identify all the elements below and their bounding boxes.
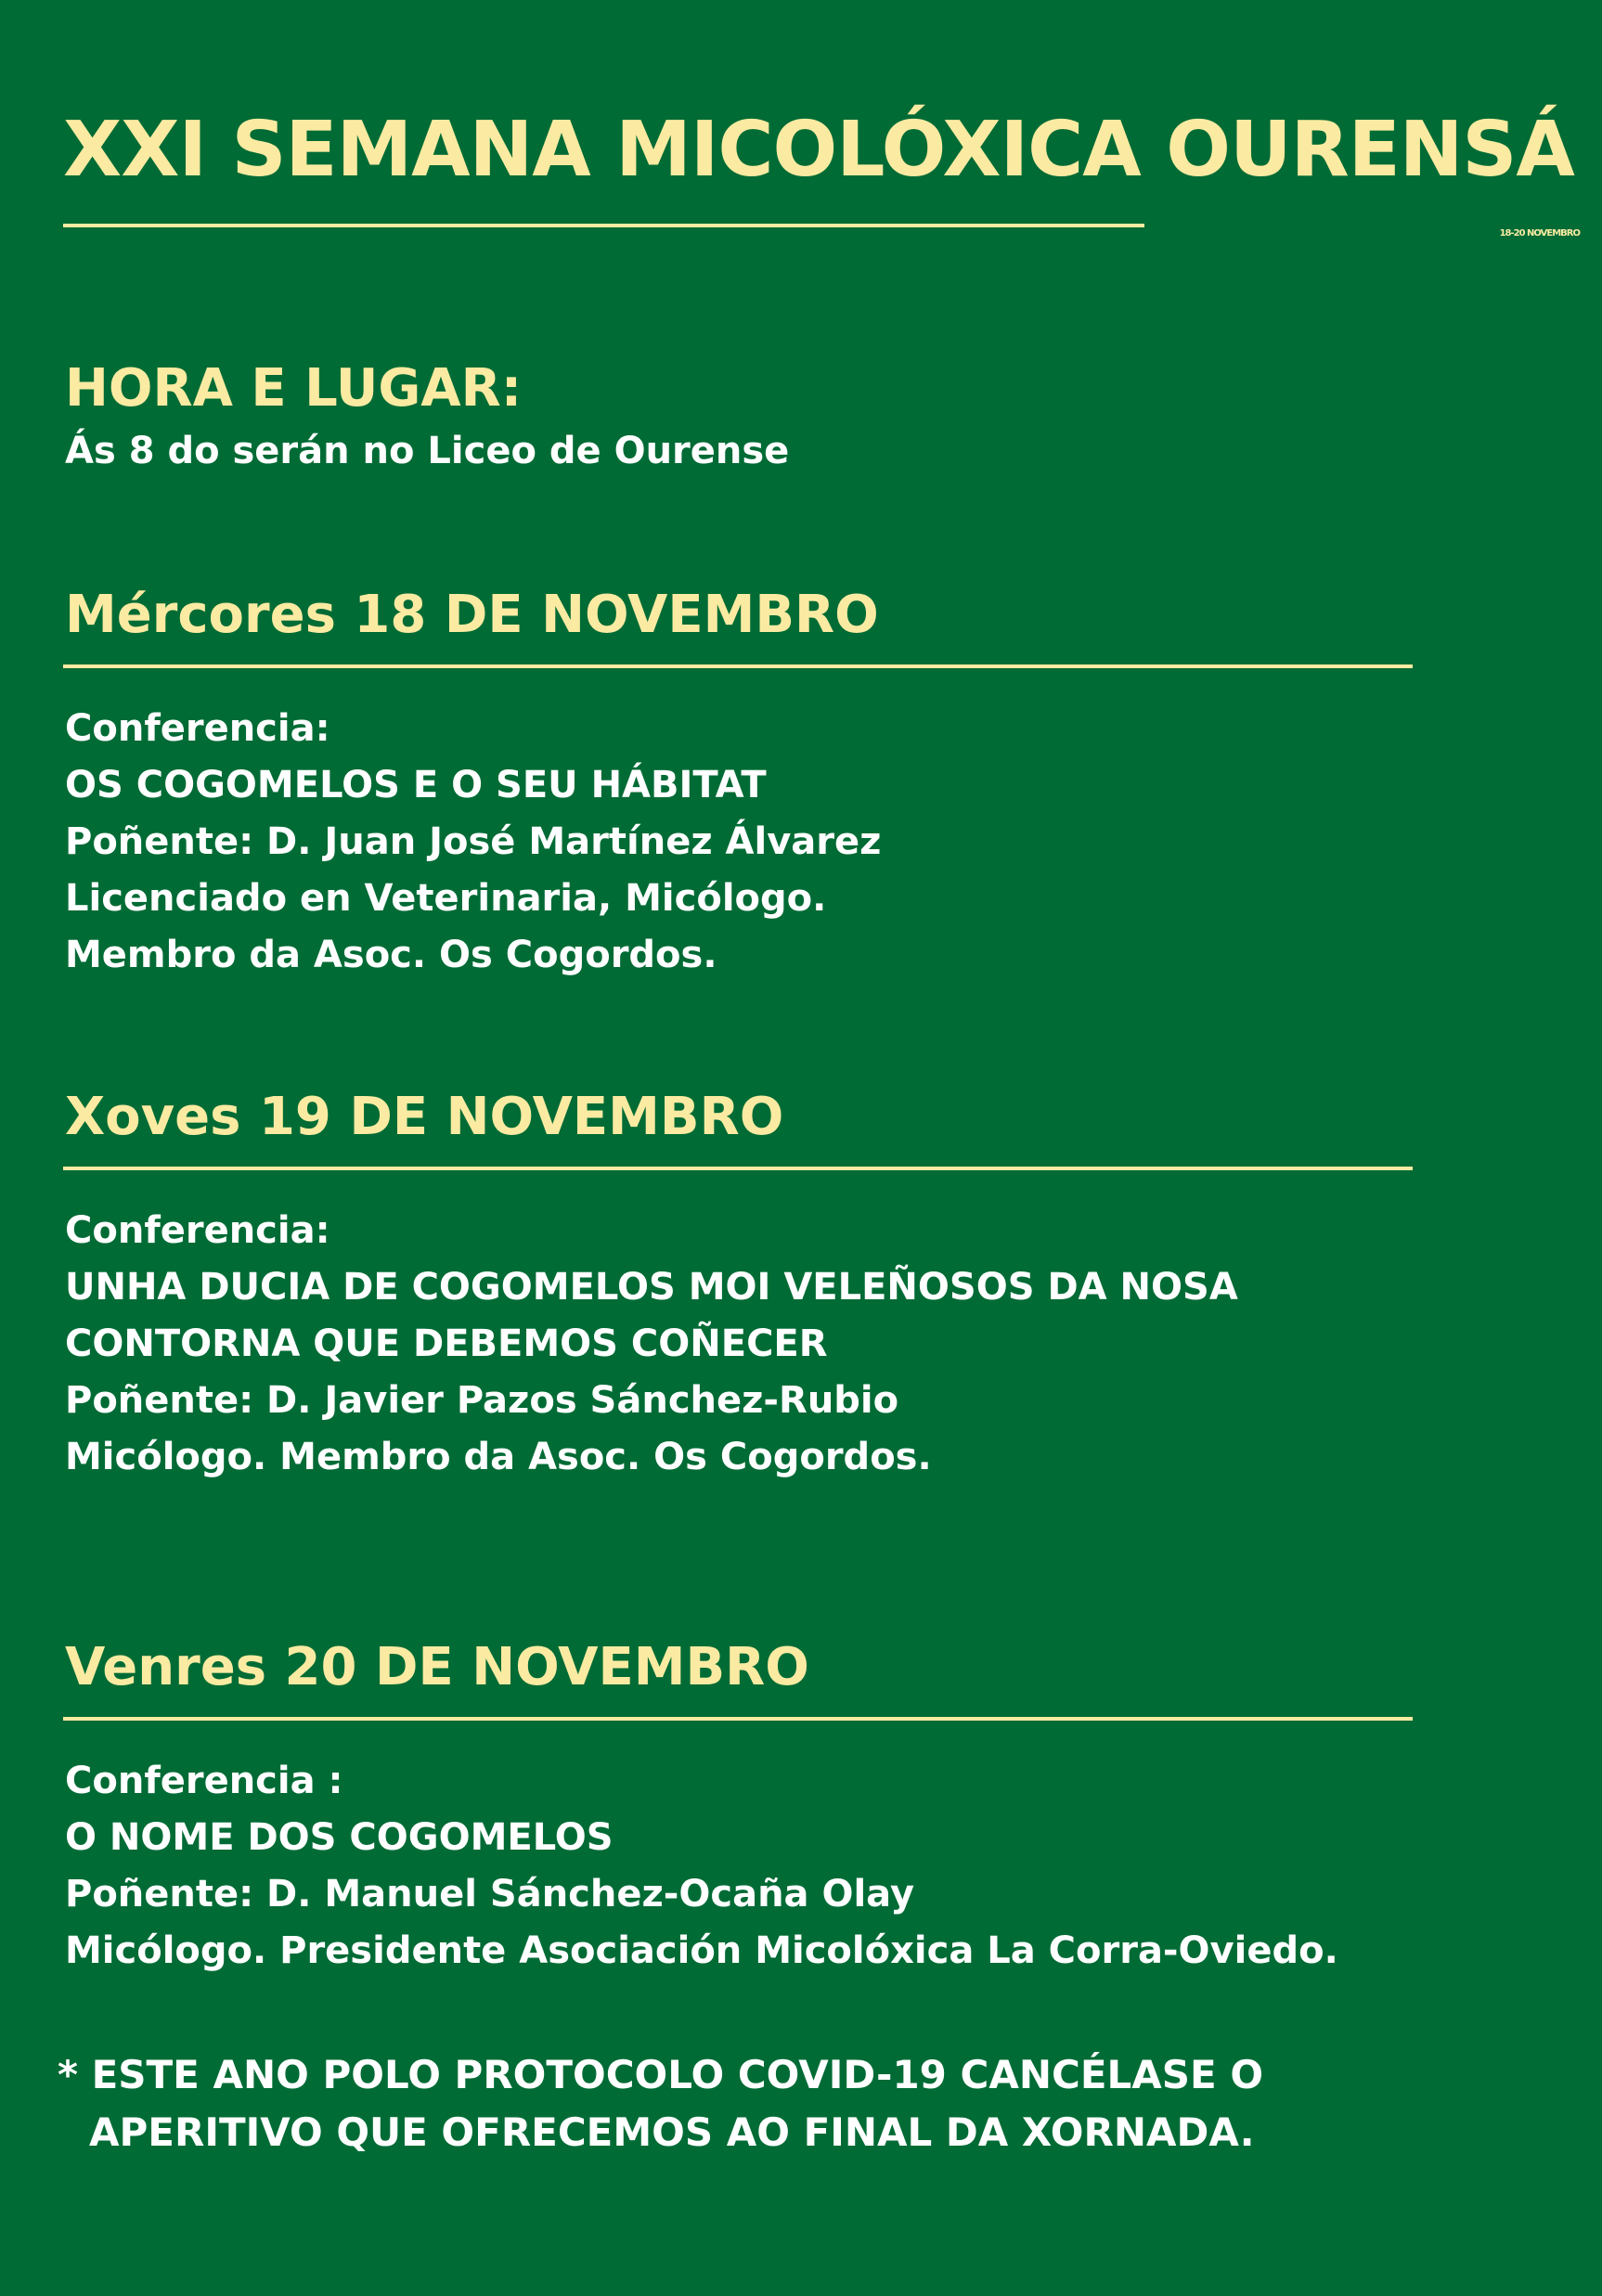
day-heading-19: Xoves 19 DE NOVEMBRO bbox=[65, 1087, 784, 1147]
conference-label: Conferencia: bbox=[65, 707, 330, 750]
conference-label: Conferencia: bbox=[65, 1209, 330, 1252]
covid-note-line-2: APERITIVO QUE OFRECEMOS AO FINAL DA XORNADA. bbox=[89, 2109, 1255, 2155]
venue-text: Ás 8 do serán no Liceo de Ourense bbox=[65, 430, 790, 472]
day-heading-18: Mércores 18 DE NOVEMBRO bbox=[65, 585, 879, 645]
conference-title-continued: CONTORNA QUE DEBEMOS COÑECER bbox=[65, 1322, 828, 1365]
conference-label: Conferencia : bbox=[65, 1760, 343, 1802]
speaker-credentials: Micólogo. Presidente Asociación Micolóxica La Corra-Oviedo. bbox=[65, 1929, 1338, 1972]
speaker-name: Poñente: D. Juan José Martínez Álvarez bbox=[65, 820, 882, 863]
day-details-19 bbox=[65, 1203, 1238, 1486]
day-details-20 bbox=[65, 1753, 1338, 1980]
event-dates: 18-20 NOVEMBRO bbox=[1499, 228, 1580, 239]
section-divider bbox=[63, 664, 1413, 668]
speaker-name: Poñente: D. Javier Pazos Sánchez-Rubio bbox=[65, 1379, 899, 1422]
page-title: XXI SEMANA MICOLÓXICA OURENSÁ bbox=[63, 106, 1574, 194]
day-details-18 bbox=[65, 701, 881, 984]
covid-note bbox=[58, 2046, 1263, 2161]
conference-title: UNHA DUCIA DE COGOMELOS MOI VELEÑOSOS DA NOSA bbox=[65, 1266, 1238, 1309]
title-divider bbox=[63, 224, 1144, 227]
speaker-membership: Membro da Asoc. Os Cogordos. bbox=[65, 934, 717, 976]
venue-text-block bbox=[65, 423, 789, 480]
conference-title: OS COGOMELOS E O SEU HÁBITAT bbox=[65, 764, 767, 806]
speaker-credentials: Micólogo. Membro da Asoc. Os Cogordos. bbox=[65, 1436, 932, 1478]
covid-note-line-1: * ESTE ANO POLO PROTOCOLO COVID-19 CANCÉLASE O bbox=[58, 2052, 1264, 2097]
speaker-credentials: Licenciado en Veterinaria, Micólogo. bbox=[65, 877, 827, 920]
conference-title: O NOME DOS COGOMELOS bbox=[65, 1816, 614, 1859]
speaker-name: Poñente: D. Manuel Sánchez-Ocaña Olay bbox=[65, 1873, 915, 1915]
section-divider bbox=[63, 1167, 1413, 1170]
day-heading-20: Venres 20 DE NOVEMBRO bbox=[65, 1637, 809, 1697]
section-divider bbox=[63, 1717, 1413, 1721]
venue-heading: HORA E LUGAR: bbox=[65, 358, 523, 419]
